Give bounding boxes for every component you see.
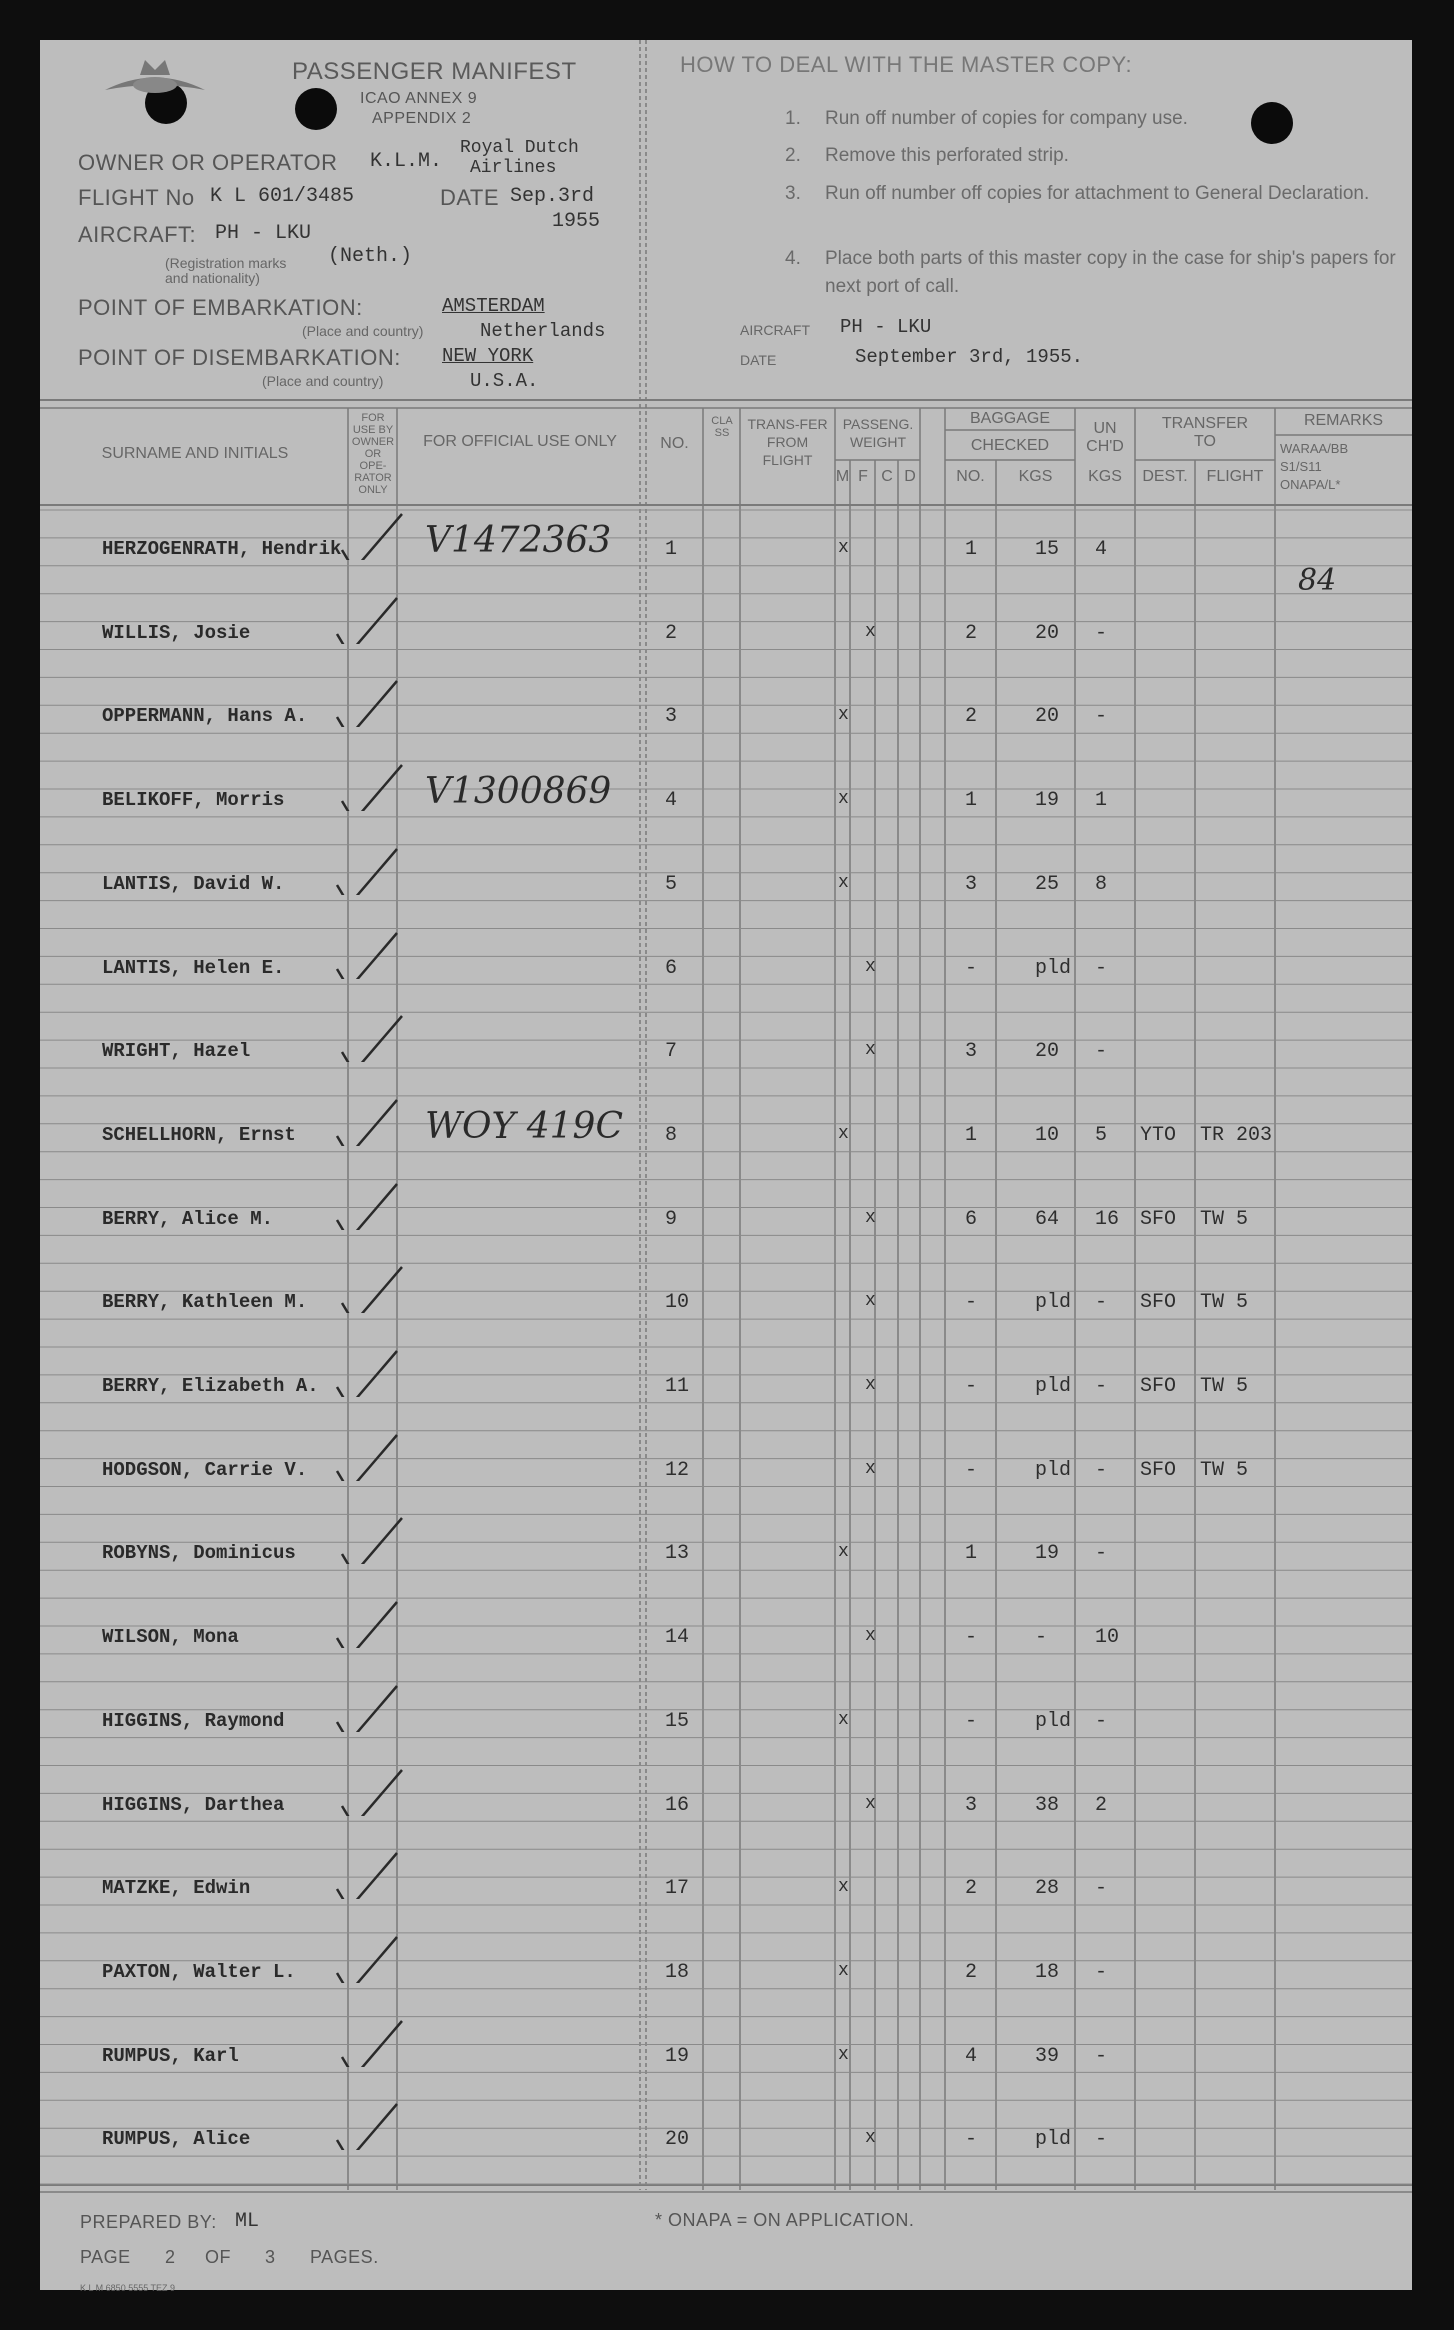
- owner-label: OWNER OR OPERATOR: [78, 150, 338, 175]
- check-mark-icon: [340, 510, 410, 560]
- weight-class-mark: x: [838, 789, 849, 810]
- weight-class-mark: x: [838, 538, 849, 558]
- weight-class-mark: x: [838, 1709, 849, 1730]
- passenger-name: WILLIS, Josie: [102, 621, 251, 644]
- weight-class-mark: x: [838, 1960, 849, 1981]
- check-mark-icon: [335, 1598, 405, 1648]
- unchecked-kgs: 1: [1095, 789, 1108, 813]
- registration-note: (Registration marks: [165, 255, 287, 271]
- transfer-dest: SFO: [1140, 1207, 1177, 1231]
- embarkation-country: Netherlands: [480, 320, 606, 342]
- disembarkation-country: U.S.A.: [470, 370, 539, 392]
- checked-bag-count: -: [965, 1709, 978, 1733]
- weight-class-mark: x: [865, 1793, 876, 1814]
- aircraft-label: AIRCRAFT:: [78, 222, 197, 247]
- row-number: 13: [665, 1542, 690, 1566]
- check-mark-icon: [340, 1766, 410, 1816]
- date-year: 1955: [552, 210, 601, 233]
- col-remarks-sub: WARAA/BB S1/S11 ONAPA/L*: [1280, 441, 1349, 492]
- instr-date-value: September 3rd, 1955.: [855, 346, 1084, 368]
- unchecked-kgs: -: [1095, 1709, 1108, 1733]
- checked-kgs: -: [1035, 1626, 1048, 1650]
- weight-class-mark: x: [865, 1626, 876, 1647]
- checked-kgs: pld: [1035, 2128, 1072, 2152]
- unchecked-kgs: -: [1095, 1877, 1108, 1901]
- embarkation-label: POINT OF EMBARKATION:: [78, 295, 363, 320]
- transfer-flight: TR 203: [1200, 1123, 1273, 1147]
- unchecked-kgs: 4: [1095, 538, 1108, 561]
- col-unchd: UN CH'D: [1086, 420, 1124, 455]
- col-d: D: [904, 468, 916, 485]
- unchecked-kgs: -: [1095, 1040, 1108, 1064]
- check-mark-icon: [335, 1180, 405, 1230]
- official-use-number: V1300869: [425, 771, 612, 813]
- weight-class-mark: x: [865, 621, 876, 642]
- passenger-name: LANTIS, David W.: [102, 872, 285, 895]
- row-number: 18: [665, 1960, 690, 1984]
- passenger-name: LANTIS, Helen E.: [102, 956, 285, 979]
- col-class: CLASS: [711, 415, 733, 439]
- owner-value-line2: Airlines: [470, 158, 557, 178]
- unchecked-kgs: 5: [1095, 1123, 1108, 1147]
- passenger-name: MATZKE, Edwin: [102, 1877, 251, 1900]
- official-use-number: V1472363: [425, 520, 612, 561]
- check-mark-icon: [335, 2100, 405, 2150]
- disembarkation-place-note: (Place and country): [262, 373, 384, 389]
- row-number: 20: [665, 2128, 690, 2152]
- col-official-use: FOR OFFICIAL USE ONLY: [423, 433, 617, 450]
- passenger-name: PAXTON, Walter L.: [102, 1960, 296, 1983]
- transfer-dest: YTO: [1140, 1123, 1177, 1147]
- instruction-3: 3. Run off number off copies for attachment to General Declaration.: [785, 183, 1370, 204]
- checked-kgs: 15: [1035, 538, 1060, 561]
- unchecked-kgs: 10: [1095, 1626, 1120, 1650]
- pages-label: PAGES.: [310, 2247, 379, 2267]
- passenger-name: HIGGINS, Raymond: [102, 1709, 285, 1732]
- col-remarks: REMARKS: [1303, 412, 1384, 429]
- check-mark-icon: [340, 761, 410, 811]
- aircraft-value: PH - LKU: [215, 222, 312, 245]
- instruction-4: 4. Place both parts of this master copy in the case for ship's papers for next port of call.: [785, 248, 1396, 297]
- row-number: 1: [665, 538, 678, 561]
- check-mark-icon: [335, 1431, 405, 1481]
- prepared-by-label: PREPARED BY:: [80, 2212, 217, 2232]
- unchecked-kgs: -: [1095, 1960, 1108, 1984]
- checked-kgs: 39: [1035, 2044, 1060, 2068]
- check-mark-icon: [340, 2017, 410, 2067]
- checked-bag-count: -: [965, 1626, 978, 1650]
- row-number: 2: [665, 621, 678, 645]
- checked-kgs: 19: [1035, 1542, 1060, 1566]
- instruction-2: 2. Remove this perforated strip.: [785, 145, 1069, 166]
- unchecked-kgs: 8: [1095, 872, 1108, 896]
- weight-class-mark: x: [838, 1542, 849, 1563]
- checked-bag-count: 4: [965, 2044, 978, 2068]
- checked-kgs: pld: [1035, 1375, 1072, 1398]
- row-number: 6: [665, 956, 678, 980]
- registration-note-2: and nationality): [165, 270, 260, 286]
- col-bag-no: NO.: [956, 468, 985, 485]
- col-flight: FLIGHT: [1206, 468, 1264, 485]
- unchecked-kgs: -: [1095, 621, 1108, 645]
- passenger-name: HIGGINS, Darthea: [102, 1793, 285, 1816]
- checked-bag-count: 2: [965, 1960, 978, 1984]
- page-label: PAGE: [80, 2247, 131, 2267]
- weight-class-mark: x: [865, 2128, 876, 2149]
- owner-value: K.L.M.: [370, 150, 443, 173]
- instruction-1: 1. Run off number of copies for company use.: [785, 108, 1188, 129]
- unchecked-kgs: -: [1095, 1291, 1108, 1315]
- unchecked-kgs: 16: [1095, 1207, 1120, 1231]
- transfer-flight: TW 5: [1200, 1375, 1249, 1398]
- check-mark-icon: [335, 1849, 405, 1899]
- weight-class-mark: x: [865, 1207, 876, 1228]
- passenger-name: HERZOGENRATH, Hendrik: [102, 538, 342, 560]
- row-number: 4: [665, 789, 678, 813]
- checked-bag-count: 2: [965, 1877, 978, 1901]
- unchecked-kgs: -: [1095, 705, 1108, 729]
- instr-aircraft-label: AIRCRAFT: [740, 322, 810, 338]
- aircraft-nationality: (Neth.): [328, 245, 413, 268]
- passenger-name: RUMPUS, Karl: [102, 2044, 239, 2067]
- row-number: 14: [665, 1626, 690, 1650]
- col-m: M: [835, 468, 850, 485]
- unchecked-kgs: -: [1095, 1542, 1108, 1566]
- checked-bag-count: -: [965, 1458, 978, 1482]
- row-number: 15: [665, 1709, 690, 1733]
- checked-kgs: pld: [1035, 1291, 1072, 1315]
- check-mark-icon: [335, 1933, 405, 1983]
- passenger-name: RUMPUS, Alice: [102, 2128, 251, 2151]
- print-code: K L M 6850 5555 TEZ 9: [80, 2283, 176, 2293]
- col-checked: CHECKED: [970, 437, 1050, 454]
- unchecked-kgs: -: [1095, 1375, 1108, 1398]
- manifest-sheet: [40, 40, 1412, 2293]
- row-number: 11: [665, 1375, 690, 1398]
- checked-kgs: pld: [1035, 1709, 1072, 1733]
- transfer-dest: SFO: [1140, 1375, 1177, 1398]
- checked-bag-count: -: [965, 956, 978, 980]
- passenger-name: WRIGHT, Hazel: [102, 1040, 251, 1063]
- weight-class-mark: x: [865, 1375, 876, 1395]
- row-number: 17: [665, 1877, 690, 1901]
- row-number: 3: [665, 705, 678, 729]
- appendix: APPENDIX 2: [372, 110, 472, 127]
- remark-note: 84: [1298, 563, 1337, 598]
- checked-bag-count: -: [965, 1291, 978, 1315]
- row-number: 9: [665, 1207, 678, 1231]
- embarkation-place-note: (Place and country): [302, 323, 424, 339]
- checked-bag-count: 3: [965, 872, 978, 896]
- weight-class-mark: x: [865, 1040, 876, 1061]
- check-mark-icon: [340, 1514, 410, 1564]
- col-f: F: [858, 468, 868, 485]
- unchecked-kgs: -: [1095, 956, 1108, 980]
- checked-bag-count: 3: [965, 1793, 978, 1817]
- checked-bag-count: 2: [965, 621, 978, 645]
- disembarkation-value: NEW YORK: [442, 345, 534, 367]
- row-number: 10: [665, 1291, 690, 1315]
- col-owner-use: FOR USE BY OWNER OR OPE-RATOR ONLY: [351, 412, 395, 496]
- checked-bag-count: 1: [965, 789, 978, 813]
- unchecked-kgs: 2: [1095, 1793, 1108, 1817]
- weight-class-mark: x: [865, 956, 876, 977]
- prepared-by-value: ML: [235, 2210, 260, 2233]
- row-number: 19: [665, 2044, 690, 2068]
- official-use-number: WOY 419C: [425, 1105, 623, 1147]
- checked-bag-count: 6: [965, 1207, 978, 1231]
- checked-kgs: 18: [1035, 1960, 1060, 1984]
- transfer-flight: TW 5: [1200, 1207, 1249, 1231]
- transfer-dest: SFO: [1140, 1458, 1177, 1482]
- col-c: C: [881, 468, 893, 485]
- col-surname: SURNAME AND INITIALS: [101, 445, 289, 462]
- passenger-name: HODGSON, Carrie V.: [102, 1458, 308, 1481]
- checked-kgs: 20: [1035, 705, 1060, 729]
- col-transfer-to: TRANSFER TO: [1161, 415, 1249, 450]
- check-mark-icon: [335, 929, 405, 979]
- instr-date-label: DATE: [740, 352, 777, 368]
- checked-kgs: 20: [1035, 1040, 1060, 1064]
- owner-value-line1: Royal Dutch: [460, 138, 579, 158]
- row-number: 5: [665, 872, 678, 896]
- table-grid: [40, 40, 1412, 2290]
- checked-bag-count: 2: [965, 705, 978, 729]
- checked-bag-count: 1: [965, 538, 978, 561]
- transfer-dest: SFO: [1140, 1291, 1177, 1315]
- check-mark-icon: [335, 677, 405, 727]
- check-mark-icon: [335, 1347, 405, 1397]
- date-value: Sep.3rd: [510, 185, 595, 208]
- check-mark-icon: [335, 1096, 405, 1146]
- check-mark-icon: [340, 1012, 410, 1062]
- flight-value: K L 601/3485: [210, 185, 355, 208]
- col-kgs-unchd: KGS: [1088, 468, 1122, 485]
- checked-bag-count: 1: [965, 1542, 978, 1566]
- instr-aircraft-value: PH - LKU: [840, 316, 932, 338]
- checked-kgs: 20: [1035, 621, 1060, 645]
- col-dest: DEST.: [1142, 468, 1188, 485]
- passenger-name: BERRY, Alice M.: [102, 1207, 274, 1230]
- check-mark-icon: [340, 1263, 410, 1313]
- passenger-name: WILSON, Mona: [102, 1626, 239, 1649]
- transfer-flight: TW 5: [1200, 1291, 1249, 1315]
- instructions-title: HOW TO DEAL WITH THE MASTER COPY:: [680, 52, 1133, 77]
- check-mark-icon: [335, 594, 405, 644]
- unchecked-kgs: -: [1095, 1458, 1108, 1482]
- page-value: 2: [165, 2247, 176, 2267]
- checked-bag-count: 1: [965, 1123, 978, 1147]
- checked-kgs: 64: [1035, 1207, 1060, 1231]
- col-no: NO.: [660, 435, 689, 452]
- checked-kgs: 10: [1035, 1123, 1060, 1147]
- row-number: 8: [665, 1123, 678, 1147]
- checked-bag-count: -: [965, 1375, 978, 1398]
- passenger-name: BELIKOFF, Morris: [102, 789, 285, 812]
- col-passeng-weight: PASSENG. WEIGHT: [842, 416, 914, 450]
- checked-bag-count: -: [965, 2128, 978, 2152]
- of-value: 3: [265, 2247, 276, 2267]
- onapa-note: * ONAPA = ON APPLICATION.: [655, 2210, 915, 2230]
- weight-class-mark: x: [838, 872, 849, 893]
- col-transfer-from: TRANS-FER FROM FLIGHT: [747, 416, 828, 468]
- checked-kgs: 19: [1035, 789, 1060, 813]
- checked-kgs: 28: [1035, 1877, 1060, 1901]
- embarkation-value: AMSTERDAM: [442, 295, 545, 317]
- passenger-name: SCHELLHORN, Ernst: [102, 1123, 296, 1146]
- row-number: 7: [665, 1040, 678, 1064]
- passenger-name: BERRY, Elizabeth A.: [102, 1375, 319, 1397]
- of-label: OF: [205, 2247, 231, 2267]
- date-label: DATE: [440, 185, 500, 210]
- unchecked-kgs: -: [1095, 2128, 1108, 2152]
- col-kgs: KGS: [1018, 468, 1053, 485]
- unchecked-kgs: -: [1095, 2044, 1108, 2068]
- passenger-name: BERRY, Kathleen M.: [102, 1291, 308, 1314]
- checked-kgs: pld: [1035, 956, 1072, 980]
- passenger-name: OPPERMANN, Hans A.: [102, 705, 308, 728]
- weight-class-mark: x: [838, 1877, 849, 1898]
- check-mark-icon: [335, 845, 405, 895]
- transfer-flight: TW 5: [1200, 1458, 1249, 1482]
- manifest-title: PASSENGER MANIFEST: [292, 58, 577, 85]
- weight-class-mark: x: [865, 1458, 876, 1479]
- disembarkation-label: POINT OF DISEMBARKATION:: [78, 345, 401, 370]
- flight-label: FLIGHT No: [78, 185, 195, 210]
- weight-class-mark: x: [838, 705, 849, 726]
- weight-class-mark: x: [838, 1123, 849, 1144]
- checked-kgs: 38: [1035, 1793, 1060, 1817]
- checked-kgs: pld: [1035, 1458, 1072, 1482]
- row-number: 16: [665, 1793, 690, 1817]
- passenger-name: ROBYNS, Dominicus: [102, 1542, 296, 1565]
- check-mark-icon: [335, 1682, 405, 1732]
- weight-class-mark: x: [865, 1291, 876, 1312]
- icao-annex: ICAO ANNEX 9: [360, 90, 478, 107]
- col-baggage: BAGGAGE: [969, 410, 1051, 427]
- weight-class-mark: x: [838, 2044, 849, 2065]
- checked-kgs: 25: [1035, 872, 1060, 896]
- checked-bag-count: 3: [965, 1040, 978, 1064]
- row-number: 12: [665, 1458, 690, 1482]
